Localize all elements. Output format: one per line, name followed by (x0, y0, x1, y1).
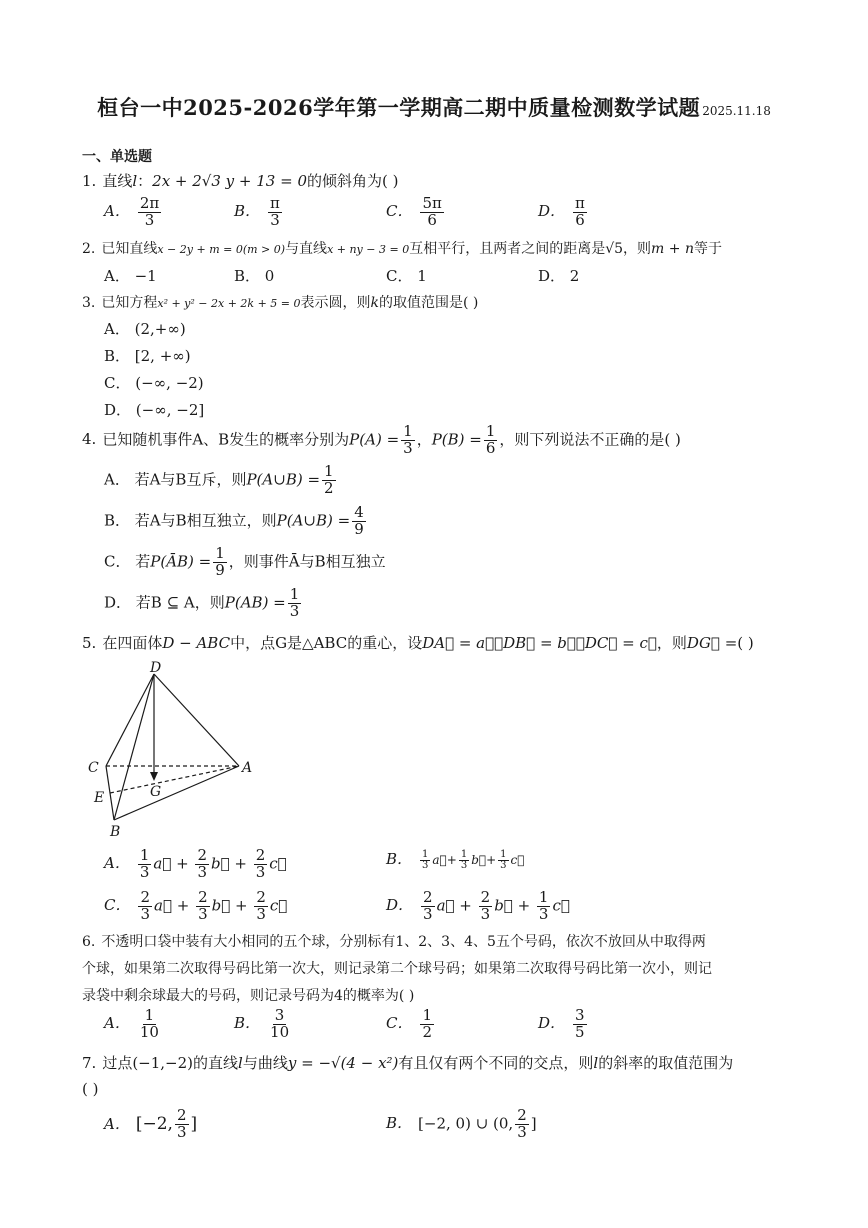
q4-option-a[interactable]: A． 若A与B互斥，则P(A∪B) = $\frac{1}{2}$ (104, 462, 334, 497)
q4-option-d[interactable]: D． 若B ⊆ A，则P(AB) = $\frac{1}{3}$ (104, 585, 300, 620)
question-5: 5. 在四面体D − ABC中，点G是△ABC的重心，设DA⃗ = a⃗，DB⃗ = b⃗，DC⃗ = c⃗，则DG⃗ =( ) (82, 634, 754, 652)
label-g: G (150, 784, 162, 800)
edge-db (114, 674, 154, 820)
fraction: $\frac{\pi}{6}$ (575, 194, 585, 229)
edge-ba (114, 766, 239, 820)
q2-option-b[interactable]: B． 0 (234, 267, 275, 285)
fraction: $\frac{1}{3}$ (403, 422, 413, 457)
q4-option-c[interactable]: C． 若P(ĀB) = $\frac{1}{9}$ ，则事件Ā与B相互独立 (104, 544, 386, 579)
fraction: $\frac{1}{2}$ (324, 462, 334, 497)
q1-option-c[interactable]: C． $\frac{5\pi}{6}$ (386, 194, 442, 229)
question-6-line-3: 录袋中剩余球最大的号码，则记录号码为4的概率为( ) (82, 988, 415, 1004)
q6-option-c[interactable]: C． $\frac{1}{2}$ (386, 1006, 433, 1041)
q4-option-b[interactable]: B． 若A与B相互独立，则P(A∪B) = $\frac{4}{9}$ (104, 503, 364, 538)
label-b: B (110, 824, 121, 840)
q3-option-c[interactable]: C． (−∞, −2) (104, 374, 204, 392)
label-a: A (242, 760, 253, 776)
page-title (0, 92, 868, 122)
label-d: D (150, 660, 162, 676)
exam-title: 桓台一中2025-2026学年第一学期高二期中质量检测数学试题 (97, 95, 701, 120)
edge-da (154, 674, 239, 766)
fraction: $\frac{5\pi}{6}$ (422, 194, 442, 229)
fraction: $\frac{\pi}{3}$ (270, 194, 280, 229)
q2-option-a[interactable]: A． −1 (104, 267, 157, 285)
question-7-line-2: ( ) (82, 1080, 99, 1098)
edge-dc (106, 674, 154, 766)
median-ea (110, 766, 239, 793)
q5-option-d[interactable]: D． $\frac{2}{3}$ a⃗ + $\frac{2}{3}$ b⃗ + $\frac{1}{3}$ c⃗ (386, 888, 570, 923)
section-heading: 一、单选题 (82, 149, 152, 165)
label-e: E (94, 790, 105, 806)
q1-option-b[interactable]: B． $\frac{\pi}{3}$ (234, 194, 280, 229)
q6-option-a[interactable]: A． $\frac{1}{10}$ (104, 1006, 159, 1041)
question-7: 7. 过点(−1,−2)的直线l与曲线y = −√(4 − x²)有且仅有两个不同的交点，则l的斜率的取值范围为 (82, 1054, 734, 1072)
q5-option-b[interactable]: B． $\frac{1}{3}$ a⃗+ $\frac{1}{3}$ b⃗+ $\frac{1}{3}$ c⃗ (386, 848, 525, 871)
exam-date: 2025.11.18 (702, 104, 771, 118)
question-2: 2. 已知直线x − 2y + m = 0(m > 0)与直线x + ny − 3 = 0互相平行，且两者之间的距离是√5，则m + n等于 (82, 241, 722, 257)
question-4: 4. 已知随机事件A、B发生的概率分别为P(A) = $\frac{1}{3}$ ，P(B) = $\frac{1}{6}$ ，则下列说法不正确的是( ) (82, 422, 681, 457)
q7-option-a[interactable]: A． [−2, $\frac{2}{3}$ ] (104, 1106, 198, 1141)
q1-option-d[interactable]: D． $\frac{\pi}{6}$ (538, 194, 585, 229)
q2-option-c[interactable]: C． 1 (386, 267, 427, 285)
fraction: $\frac{1}{3}$ (289, 585, 300, 620)
q6-option-b[interactable]: B． $\frac{3}{10}$ (234, 1006, 290, 1041)
fraction: $\frac{4}{9}$ (354, 503, 364, 538)
q5-option-a[interactable]: A． $\frac{1}{3}$ a⃗ + $\frac{2}{3}$ b⃗ + $\frac{2}{3}$ c⃗ (104, 846, 287, 881)
fraction: $\frac{1}{6}$ (485, 422, 496, 457)
q7-option-b[interactable]: B． [−2, 0) ∪ (0, $\frac{2}{3}$ ] (386, 1106, 537, 1141)
arrowhead-icon (150, 772, 158, 781)
question-3: 3. 已知方程x² + y² − 2x + 2k + 5 = 0表示圆，则k的取值范围是( ) (82, 295, 479, 311)
label-c: C (88, 760, 99, 776)
q6-option-d[interactable]: D． $\frac{3}{5}$ (538, 1006, 585, 1041)
question-6-line-2: 个球，如果第二次取得号码比第一次大，则记录第二个球号码；如果第二次取得号码比第一次小，则记 (82, 961, 712, 977)
q2-option-d[interactable]: D． 2 (538, 267, 580, 285)
fraction: $\frac{2\pi}{3}$ (139, 194, 160, 229)
question-1: 1. 直线l：2x + 2√3 y + 13 = 0的倾斜角为( ) (82, 172, 399, 190)
question-6: 6. 不透明口袋中装有大小相同的五个球，分别标有1、2、3、4、5五个号码，依次不放回从中取得两 (82, 934, 706, 950)
q5-option-c[interactable]: C． $\frac{2}{3}$ a⃗ + $\frac{2}{3}$ b⃗ + $\frac{2}{3}$ c⃗ (104, 888, 288, 923)
q3-option-b[interactable]: B． [2, +∞) (104, 347, 191, 365)
q3-option-a[interactable]: A． (2,+∞) (104, 320, 186, 338)
q3-option-d[interactable]: D． (−∞, −2] (104, 401, 205, 419)
tetrahedron-figure (84, 660, 274, 840)
fraction: $\frac{1}{9}$ (215, 544, 225, 579)
q1-option-a[interactable]: A． $\frac{2\pi}{3}$ (104, 194, 160, 229)
